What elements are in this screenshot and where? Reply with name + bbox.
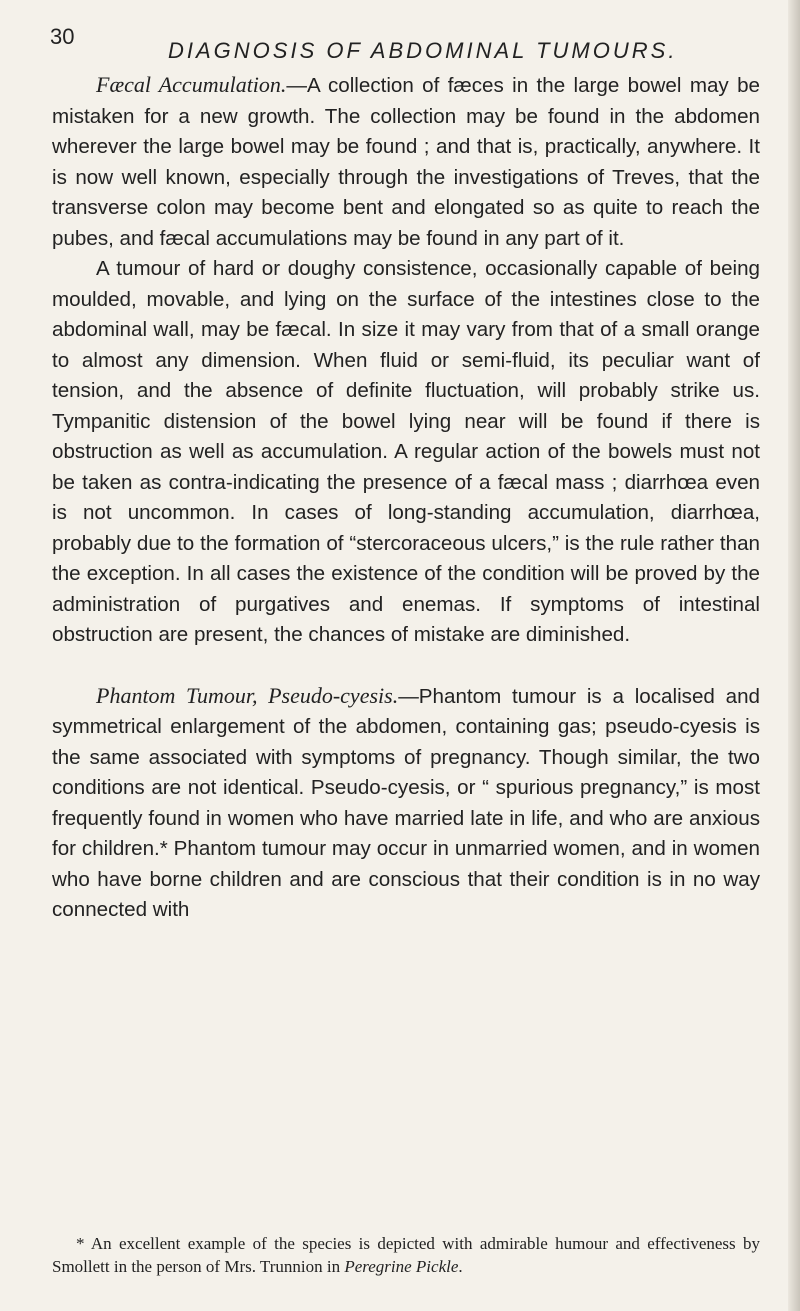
section-heading-phantom: Phantom Tumour, Pseudo-cyesis. [96,682,399,708]
footnote-text-end: . [458,1257,463,1276]
paragraph-faecal-description: A tumour of hard or doughy consistence, occasionally capable of being moulded, movable, and lying on the surface of the intestines close to the abdominal wall, may be fæcal. In size it may vary from that of a small orange to almost any dimension. When fluid or semi-fluid, its peculiar want of tension, and the absence of definite fluctuation, will probably strike us. Tympanitic distension of the bowel lying near will be found if there is obstruction as well as accumulation. A regular action of the bowels must not be taken as contra-indicating the presence of a fæcal mass ; diarrhœa even is not uncommon. In cases of long-standing accumulation, diarrhœa, probably due to the formation of “stercoraceous ulcers,” is the rule rather than the exception. In all cases the existence of the condition will be proved by the administration of purgatives and enemas. If symptoms of intestinal obstruction are present, the chances of mistake are diminished. [52,257,760,646]
footnote-text [52,1232,760,1278]
section-spacer [52,651,760,681]
footnote [52,1232,760,1278]
running-head: DIAGNOSIS OF ABDOMINAL TUMOURS. [168,38,678,63]
body-text [52,70,760,926]
footnote-book-title: Peregrine Pickle [344,1257,459,1276]
paragraph-faecal-intro [52,70,760,254]
page-edge-shadow [788,0,800,1311]
paragraph-phantom-tumour [52,681,760,926]
footnote-text-start: * An excellent example of the species is depicted with admirable humour and effectiveness by Smollett in the person of Mrs. Trunnion in [52,1234,760,1276]
section-heading-faecal: Fæcal Accumulation. [96,72,287,97]
page-number: 30 [50,24,75,49]
paragraph-text: —A collection of fæces in the large bowel may be mistaken for a new growth. The collection may be found in the abdomen wherever the large bowel may be found ; and that is, practically, anywhere. It is now well known, especially through the investigations of Treves, that the transverse colon may become bent and elongated so as quite to reach the pubes, and fæcal accumulations may be found in any part of it. [52,74,760,250]
paragraph-text: —Phantom tumour is a localised and symmetrical enlargement of the abdomen, containing gas; pseudo-cyesis is the same associated with symptoms of pregnancy. Though similar, the two conditions are not identical. Pseudo-cyesis, or “ spurious pregnancy,” is most frequently found in women who have married late in life, and who are anxious for children.* Phantom tumour may occur in unmarried women, and in women who have borne children and are conscious that their condition is in no way connected with [52,684,760,921]
